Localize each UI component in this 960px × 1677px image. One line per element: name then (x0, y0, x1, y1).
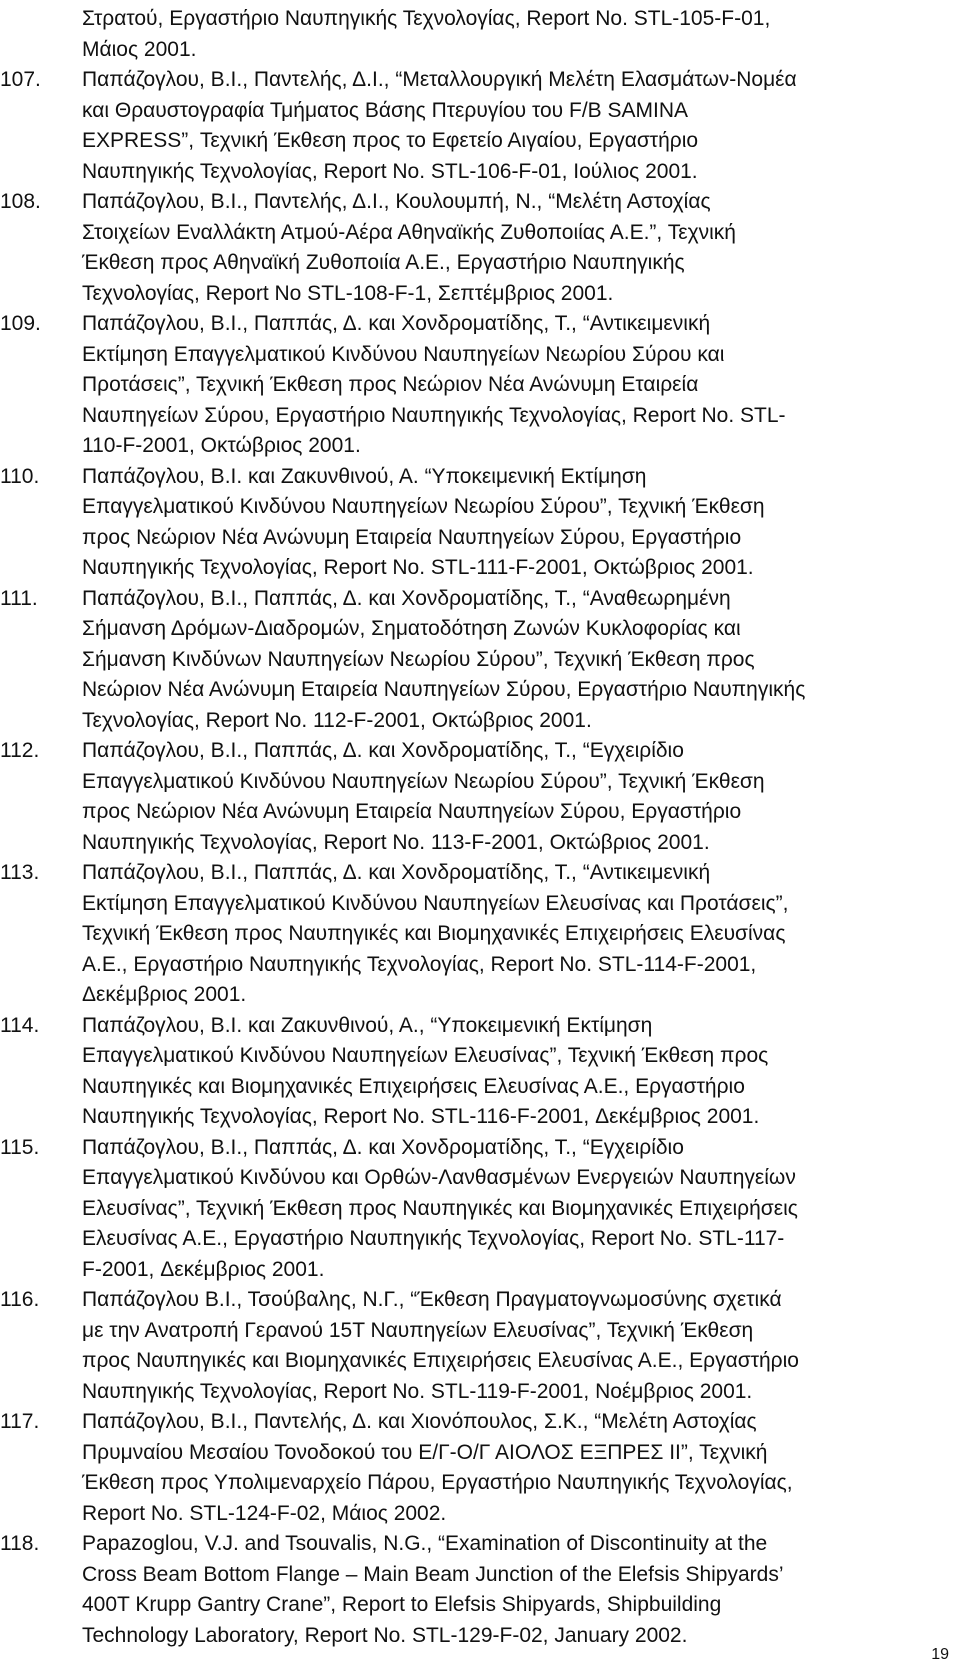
reference-number: 117. (0, 1410, 40, 1433)
reference-number: 110. (0, 464, 40, 488)
reference-line: Cross Beam Bottom Flange – Main Beam Junction of the Elefsis Shipyards’ (82, 1562, 784, 1586)
reference-text (82, 736, 956, 858)
reference-line: Ελευσίνας Α.Ε., Εργαστήριο Ναυπηγικής Τεχνολογίας, Report No. STL-117- (82, 1227, 785, 1250)
reference-line: Στρατού, Εργαστήριο Ναυπηγικής Τεχνολογίας, Report No. STL-105-F-01, (82, 7, 771, 30)
reference-line: Νεώριον Νέα Ανώνυμη Εταιρεία Ναυπηγείων Σύρου, Εργαστήριο Ναυπηγικής (82, 678, 806, 701)
reference-number: 112. (0, 739, 40, 762)
reference-line: Τεχνολογίας, Report No. 112-F-2001, Οκτώβριος 2001. (82, 708, 592, 732)
reference-line: Ναυπηγικής Τεχνολογίας, Report No. STL-119-F-2001, Νοέμβριος 2001. (82, 1379, 753, 1403)
reference-number: 116. (0, 1288, 40, 1311)
reference-line: Επαγγελματικού Κινδύνου και Ορθών-Λανθασμένων Ενεργειών Ναυπηγείων (82, 1166, 796, 1189)
reference-number: 118. (0, 1532, 40, 1555)
reference-line: Ελευσίνας”, Τεχνική Έκθεση προς Ναυπηγικές και Βιομηχανικές Επιχειρήσεις (82, 1196, 798, 1220)
reference-line: Έκθεση προς Υπολιμεναρχείο Πάρου, Εργαστήριο Ναυπηγικής Τεχνολογίας, (82, 1471, 793, 1494)
reference-text (82, 858, 956, 1011)
reference-line: Παπάζογλου, Β.Ι., Παππάς, Δ. και Χονδροματίδης, Τ., “Εγχειρίδιο (82, 739, 684, 762)
reference-number: 114. (0, 1013, 40, 1037)
page-number: 19 (931, 1646, 949, 1663)
reference-line: Επαγγελματικού Κινδύνου Ναυπηγείων Νεωρίου Σύρου”, Τεχνική Έκθεση (82, 769, 765, 793)
reference-line: Ναυπηγικής Τεχνολογίας, Report No. STL-111-F-2001, Οκτώβριος 2001. (82, 556, 754, 579)
reference-line: Σήμανση Κινδύνων Ναυπηγείων Νεωρίου Σύρου”, Τεχνική Έκθεση προς (82, 647, 755, 671)
reference-text (82, 584, 956, 737)
reference-line: Παπάζογλου, Β.Ι., Παππάς, Δ. και Χονδροματίδης, Τ., “Εγχειρίδιο (82, 1135, 684, 1159)
reference-text (82, 1133, 956, 1286)
reference-line: Τεχνική Έκθεση προς Ναυπηγικές και Βιομηχανικές Επιχειρήσεις Ελευσίνας (82, 922, 786, 945)
reference-list (0, 4, 960, 1651)
reference-item (0, 584, 960, 737)
reference-item (0, 858, 960, 1011)
reference-line: Προτάσεις”, Τεχνική Έκθεση προς Νεώριον Νέα Ανώνυμη Εταιρεία (82, 373, 699, 396)
reference-line: Παπάζογλου, Β.Ι. και Ζακυνθινού, Α. “Υποκειμενική Εκτίμηση (82, 464, 647, 488)
reference-number: 111. (0, 586, 38, 610)
reference-line: προς Ναυπηγικές και Βιομηχανικές Επιχειρήσεις Ελευσίνας Α.Ε., Εργαστήριο (82, 1349, 799, 1372)
reference-line: Στοιχείων Εναλλάκτη Ατμού-Αέρα Αθηναϊκής Ζυθοποιίας Α.Ε.”, Τεχνική (82, 220, 736, 244)
reference-line: Μάιος 2001. (82, 37, 197, 61)
reference-line: Πρυμναίου Μεσαίου Τονοδοκού του Ε/Γ-Ο/Γ ΑΙΟΛΟΣ ΕΞΠΡΕΣ ΙΙ”, Τεχνική (82, 1440, 768, 1464)
reference-text (82, 1407, 956, 1529)
reference-item (0, 1133, 960, 1286)
reference-item (0, 4, 960, 65)
reference-number: 107. (0, 68, 41, 91)
reference-item (0, 1011, 960, 1133)
reference-line: Report No. STL-124-F-02, Μάιος 2002. (82, 1501, 447, 1525)
reference-line: Έκθεση προς Αθηναϊκή Ζυθοποιία Α.Ε., Εργαστήριο Ναυπηγικής (82, 251, 685, 274)
reference-line: Ναυπηγείων Σύρου, Εργαστήριο Ναυπηγικής Τεχνολογίας, Report No. STL- (82, 403, 786, 427)
reference-number: 109. (0, 312, 41, 335)
reference-line: Παπάζογλου, Β.Ι., Παππάς, Δ. και Χονδροματίδης, Τ., “Αναθεωρημένη (82, 586, 731, 610)
reference-line: Επαγγελματικού Κινδύνου Ναυπηγείων Ελευσίνας”, Τεχνική Έκθεση προς (82, 1044, 769, 1067)
reference-line: Σήμανση Δρόμων-Διαδρομών, Σηματοδότηση Ζωνών Κυκλοφορίας και (82, 617, 741, 640)
reference-line: με την Ανατροπή Γερανού 15Τ Ναυπηγείων Ελευσίνας”, Τεχνική Έκθεση (82, 1318, 754, 1342)
reference-line: Παπάζογλου, Β.Ι., Παντελής, Δ.Ι., Κουλουμπή, Ν., “Μελέτη Αστοχίας (82, 190, 711, 213)
reference-number: 113. (0, 861, 40, 884)
reference-line: Παπάζογλου, Β.Ι., Παντελής, Δ. και Χιονόπουλος, Σ.Κ., “Μελέτη Αστοχίας (82, 1410, 757, 1433)
reference-text (82, 1011, 956, 1133)
reference-line: προς Νεώριον Νέα Ανώνυμη Εταιρεία Ναυπηγείων Σύρου, Εργαστήριο (82, 800, 742, 823)
reference-text (82, 309, 956, 462)
reference-item (0, 309, 960, 462)
reference-text (82, 1529, 956, 1651)
reference-line: 110-F-2001, Οκτώβριος 2001. (82, 434, 361, 457)
reference-line: προς Νεώριον Νέα Ανώνυμη Εταιρεία Ναυπηγείων Σύρου, Εργαστήριο (82, 525, 742, 549)
reference-item (0, 736, 960, 858)
reference-line: Παπάζογλου, Β.Ι., Παππάς, Δ. και Χονδροματίδης, Τ., “Αντικειμενική (82, 861, 711, 884)
reference-item (0, 1285, 960, 1407)
reference-line: Παπάζογλου, Β.Ι., Παππάς, Δ. και Χονδροματίδης, Τ., “Αντικειμενική (82, 312, 711, 335)
reference-number: 115. (0, 1135, 40, 1159)
reference-line: Δεκέμβριος 2001. (82, 983, 247, 1006)
reference-item (0, 1407, 960, 1529)
reference-text (82, 462, 956, 584)
reference-item (0, 462, 960, 584)
reference-line: Α.Ε., Εργαστήριο Ναυπηγικής Τεχνολογίας, Report No. STL-114-F-2001, (82, 952, 757, 976)
reference-line: Ναυπηγικές και Βιομηχανικές Επιχειρήσεις Ελευσίνας Α.Ε., Εργαστήριο (82, 1074, 745, 1098)
reference-line: και Θραυστογραφία Τμήματος Βάσης Πτερυγίου του F/B SAMINA (82, 98, 689, 122)
reference-item (0, 65, 960, 187)
reference-text (82, 187, 956, 309)
reference-line: 400T Krupp Gantry Crane”, Report to Elefsis Shipyards, Shipbuilding (82, 1593, 722, 1616)
reference-line: EXPRESS”, Τεχνική Έκθεση προς το Εφετείο Αιγαίου, Εργαστήριο (82, 129, 699, 152)
reference-line: Εκτίμηση Επαγγελματικού Κινδύνου Ναυπηγείων Νεωρίου Σύρου και (82, 342, 725, 366)
reference-line: Papazoglou, V.J. and Tsouvalis, N.G., “Examination of Discontinuity at the (82, 1532, 768, 1555)
reference-item (0, 1529, 960, 1651)
reference-line: Ναυπηγικής Τεχνολογίας, Report No. 113-F-2001, Οκτώβριος 2001. (82, 830, 710, 854)
reference-text (82, 65, 956, 187)
reference-line: Εκτίμηση Επαγγελματικού Κινδύνου Ναυπηγείων Ελευσίνας και Προτάσεις”, (82, 891, 789, 915)
reference-line: Παπάζογλου, Β.Ι. και Ζακυνθινού, Α., “Υποκειμενική Εκτίμηση (82, 1013, 653, 1037)
reference-text (82, 1285, 956, 1407)
reference-line: Επαγγελματικού Κινδύνου Ναυπηγείων Νεωρίου Σύρου”, Τεχνική Έκθεση (82, 495, 765, 518)
reference-line: Ναυπηγικής Τεχνολογίας, Report No. STL-116-F-2001, Δεκέμβριος 2001. (82, 1105, 760, 1128)
reference-number: 108. (0, 190, 41, 213)
reference-line: F-2001, Δεκέμβριος 2001. (82, 1257, 325, 1281)
reference-line: Παπάζογλου Β.Ι., Τσούβαλης, Ν.Γ., “Έκθεση Πραγματογνωμοσύνης σχετικά (82, 1288, 782, 1311)
reference-text (82, 4, 956, 65)
reference-line: Παπάζογλου, Β.Ι., Παντελής, Δ.Ι., “Μεταλλουργική Μελέτη Ελασμάτων-Νομέα (82, 68, 797, 91)
reference-line: Τεχνολογίας, Report No STL-108-F-1, Σεπτέμβριος 2001. (82, 281, 614, 305)
reference-line: Ναυπηγικής Τεχνολογίας, Report No. STL-106-F-01, Ιούλιος 2001. (82, 159, 698, 183)
reference-line: Technology Laboratory, Report No. STL-129-F-02, January 2002. (82, 1623, 688, 1647)
reference-item (0, 187, 960, 309)
